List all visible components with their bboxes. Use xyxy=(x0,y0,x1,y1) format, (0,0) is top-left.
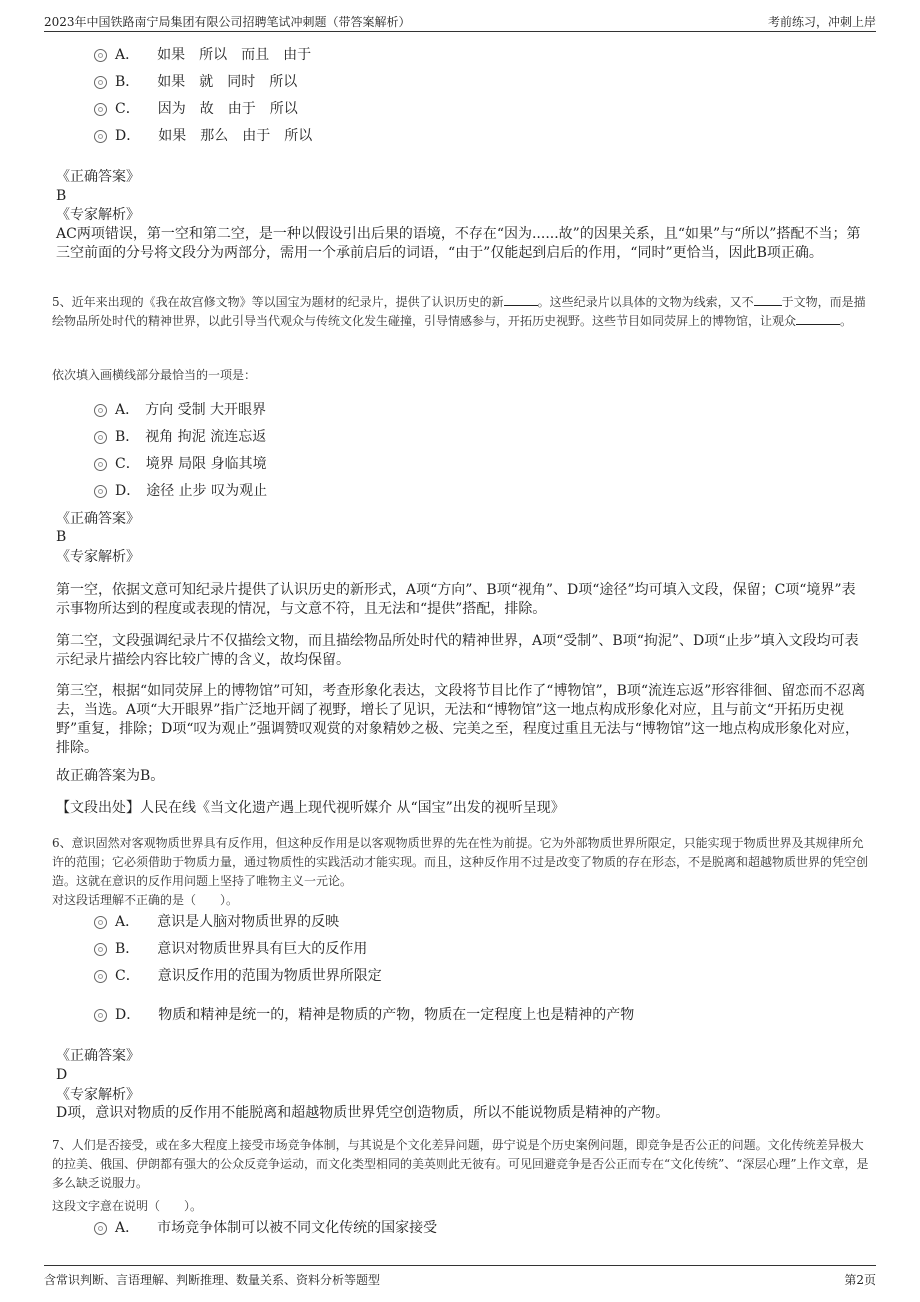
radio-icon[interactable] xyxy=(94,916,107,929)
q5-analysis-p1: 第一空，依据文意可知纪录片提供了认识历史的新形式，A项“方向”、B项“视角”、D项“途径”均可填入文段，保留；C项“境界”表示事物所达到的程度或表现的情况，与文意不符，且无法和“提供”搭配，排除。 xyxy=(56,582,856,617)
option-letter: A． xyxy=(115,402,140,418)
radio-icon[interactable] xyxy=(94,970,107,983)
q5-option-a[interactable] xyxy=(94,401,266,419)
option-letter: C． xyxy=(115,968,140,984)
q4-option-d[interactable] xyxy=(94,127,312,145)
q4-option-c[interactable] xyxy=(94,100,298,118)
option-text: 视角 拘泥 流连忘返 xyxy=(145,429,267,445)
footer-note: 含常识判断、言语理解、判断推理、数量关系、资料分析等题型 xyxy=(44,1273,381,1287)
page-number: 第2页 xyxy=(844,1273,876,1287)
option-text: 如果 就 同时 所以 xyxy=(157,74,298,90)
option-letter: A． xyxy=(115,914,140,930)
q6-analysis-label: 《专家解析》 xyxy=(56,1087,140,1103)
blank-1 xyxy=(504,305,538,306)
q6-answer-label: 《正确答案》 xyxy=(56,1048,140,1064)
radio-icon[interactable] xyxy=(94,76,107,89)
q6-analysis: D项，意识对物质的反作用不能脱离和超越物质世界凭空创造物质，所以不能说物质是精神的产物。 xyxy=(56,1105,670,1121)
option-letter: C． xyxy=(115,101,140,117)
option-letter: C． xyxy=(115,456,140,472)
page-footer xyxy=(0,1265,920,1302)
option-letter: D． xyxy=(115,128,141,144)
q6-option-b[interactable] xyxy=(94,940,367,958)
q5-question: 依次填入画横线部分最恰当的一项是： xyxy=(52,368,257,382)
option-text: 如果 所以 而且 由于 xyxy=(157,47,312,63)
q4-analysis-label: 《专家解析》 xyxy=(56,207,140,223)
q6-answer: D xyxy=(56,1067,68,1083)
q7-question: 这段文字意在说明（ ）。 xyxy=(52,1199,203,1213)
radio-icon[interactable] xyxy=(94,485,107,498)
radio-icon[interactable] xyxy=(94,49,107,62)
option-text: 途径 止步 叹为观止 xyxy=(146,483,268,499)
option-text: 市场竞争体制可以被不同文化传统的国家接受 xyxy=(157,1220,438,1236)
radio-icon[interactable] xyxy=(94,404,107,417)
q5-conclusion: 故正确答案为B。 xyxy=(56,768,165,784)
q7-option-a[interactable] xyxy=(94,1219,437,1237)
option-letter: D． xyxy=(115,1007,141,1023)
q4-answer: B xyxy=(56,188,67,204)
q5-answer: B xyxy=(56,529,67,545)
page-header xyxy=(0,0,920,32)
q5-option-c[interactable] xyxy=(94,455,267,473)
q6-option-c[interactable] xyxy=(94,967,382,985)
header-slogan: 考前练习，冲刺上岸 xyxy=(767,15,876,29)
q7-stem: 7、人们是否接受，或在多大程度上接受市场竞争体制，与其说是个文化差异问题，毋宁说是个历史案例问题，即竞争是否公正的问题。文化传统差异极大的拉美、俄国、伊朗都有强大的公众反竞争运动，而文化类型相同的美英则此无彼有。可见回避竞争是否公正而专在“文化传统”、“深层心理”上作文章，是多么缺乏说服力。 xyxy=(52,1138,869,1190)
radio-icon[interactable] xyxy=(94,458,107,471)
blank-3 xyxy=(796,324,840,325)
q5-source: 【文段出处】人民在线《当文化遗产遇上现代视听媒介 从“国宝”出发的视听呈现》 xyxy=(56,800,565,816)
q5-analysis-p2: 第二空，文段强调纪录片不仅描绘文物，而且描绘物品所处时代的精神世界，A项“受制”、B项“拘泥”、D项“止步”填入文段均可表示纪录片描绘内容比较广博的含义，故均保留。 xyxy=(56,633,859,668)
q6-question: 对这段话理解不正确的是（ ）。 xyxy=(52,893,239,907)
blank-2 xyxy=(754,305,782,306)
q5-option-b[interactable] xyxy=(94,428,266,446)
q5-option-d[interactable] xyxy=(94,482,267,500)
radio-icon[interactable] xyxy=(94,431,107,444)
option-text: 境界 局限 身临其境 xyxy=(145,456,267,472)
q5-stem: 5、近年来出现的《我在故宫修文物》等以国宝为题材的纪录片，提供了认识历史的新 。这些纪录片以具体的文物为线索，又不 于文物，而是描绘物品所处时代的精神世界，以此引导当代观众与传统文化发生碰撞，引导情感参与，开拓历史视野。这些节目如同荧屏上的博物馆，让观众 。 xyxy=(52,295,866,328)
option-letter: A． xyxy=(115,47,140,63)
header-rule xyxy=(44,31,876,32)
footer-rule xyxy=(44,1265,876,1266)
option-text: 因为 故 由于 所以 xyxy=(157,101,298,117)
option-text: 如果 那么 由于 所以 xyxy=(158,128,313,144)
option-text: 意识是人脑对物质世界的反映 xyxy=(157,914,340,930)
option-letter: A． xyxy=(115,1220,140,1236)
q4-analysis: AC两项错误，第一空和第二空，是一种以假设引出后果的语境，不存在“因为......故”的因果关系，且“如果”与“所以”搭配不当；第三空前面的分号将文段分为两部分，需用一个承前启后的词语，“由于”仅能起到启后的作用，“同时”更恰当，因此B项正确。 xyxy=(56,226,861,261)
option-letter: B． xyxy=(115,429,140,445)
option-letter: B． xyxy=(115,74,140,90)
option-letter: B． xyxy=(115,941,140,957)
option-text: 方向 受制 大开眼界 xyxy=(145,402,267,418)
radio-icon[interactable] xyxy=(94,943,107,956)
option-text: 物质和精神是统一的，精神是物质的产物，物质在一定程度上也是精神的产物 xyxy=(158,1007,635,1023)
option-text: 意识反作用的范围为物质世界所限定 xyxy=(157,968,382,984)
radio-icon[interactable] xyxy=(94,103,107,116)
radio-icon[interactable] xyxy=(94,1222,107,1235)
q5-answer-label: 《正确答案》 xyxy=(56,511,140,527)
q4-option-a[interactable] xyxy=(94,46,311,64)
document-title: 2023年中国铁路南宁局集团有限公司招聘笔试冲刺题（带答案解析） xyxy=(44,15,411,29)
q6-stem: 6、意识固然对客观物质世界具有反作用，但这种反作用是以客观物质世界的先在性为前提。它为外部物质世界所限定，只能实现于物质世界及其规律所允许的范围；它必须借助于物质力量，通过物质性的实践活动才能实现。而且，这种反作用不过是改变了物质的存在形态，不是脱离和超越物质世界的凭空创造。这就在意识的反作用问题上坚持了唯物主义一元论。 xyxy=(52,836,869,888)
q6-option-a[interactable] xyxy=(94,913,339,931)
q5-analysis-label: 《专家解析》 xyxy=(56,549,140,565)
option-letter: D． xyxy=(115,483,141,499)
q6-option-d[interactable] xyxy=(94,1006,634,1024)
q4-option-b[interactable] xyxy=(94,73,297,91)
radio-icon[interactable] xyxy=(94,1009,107,1022)
option-text: 意识对物质世界具有巨大的反作用 xyxy=(157,941,368,957)
q4-answer-label: 《正确答案》 xyxy=(56,169,140,185)
radio-icon[interactable] xyxy=(94,130,107,143)
q5-analysis-p3: 第三空，根据“如同荧屏上的博物馆”可知，考查形象化表达，文段将节目比作了“博物馆”，B项“流连忘返”形容徘徊、留恋而不忍离去，当选。A项“大开眼界”指广泛地开阔了视野，增长了见识，无法和“博物馆”这一地点构成形象化对应，且与前文“开拓历史视野”重复，排除；D项“叹为观止”强调赞叹观赏的对象精妙之极、完美之至，程度过重且无法与“博物馆”这一地点构成形象化对应，排除。 xyxy=(56,683,866,756)
